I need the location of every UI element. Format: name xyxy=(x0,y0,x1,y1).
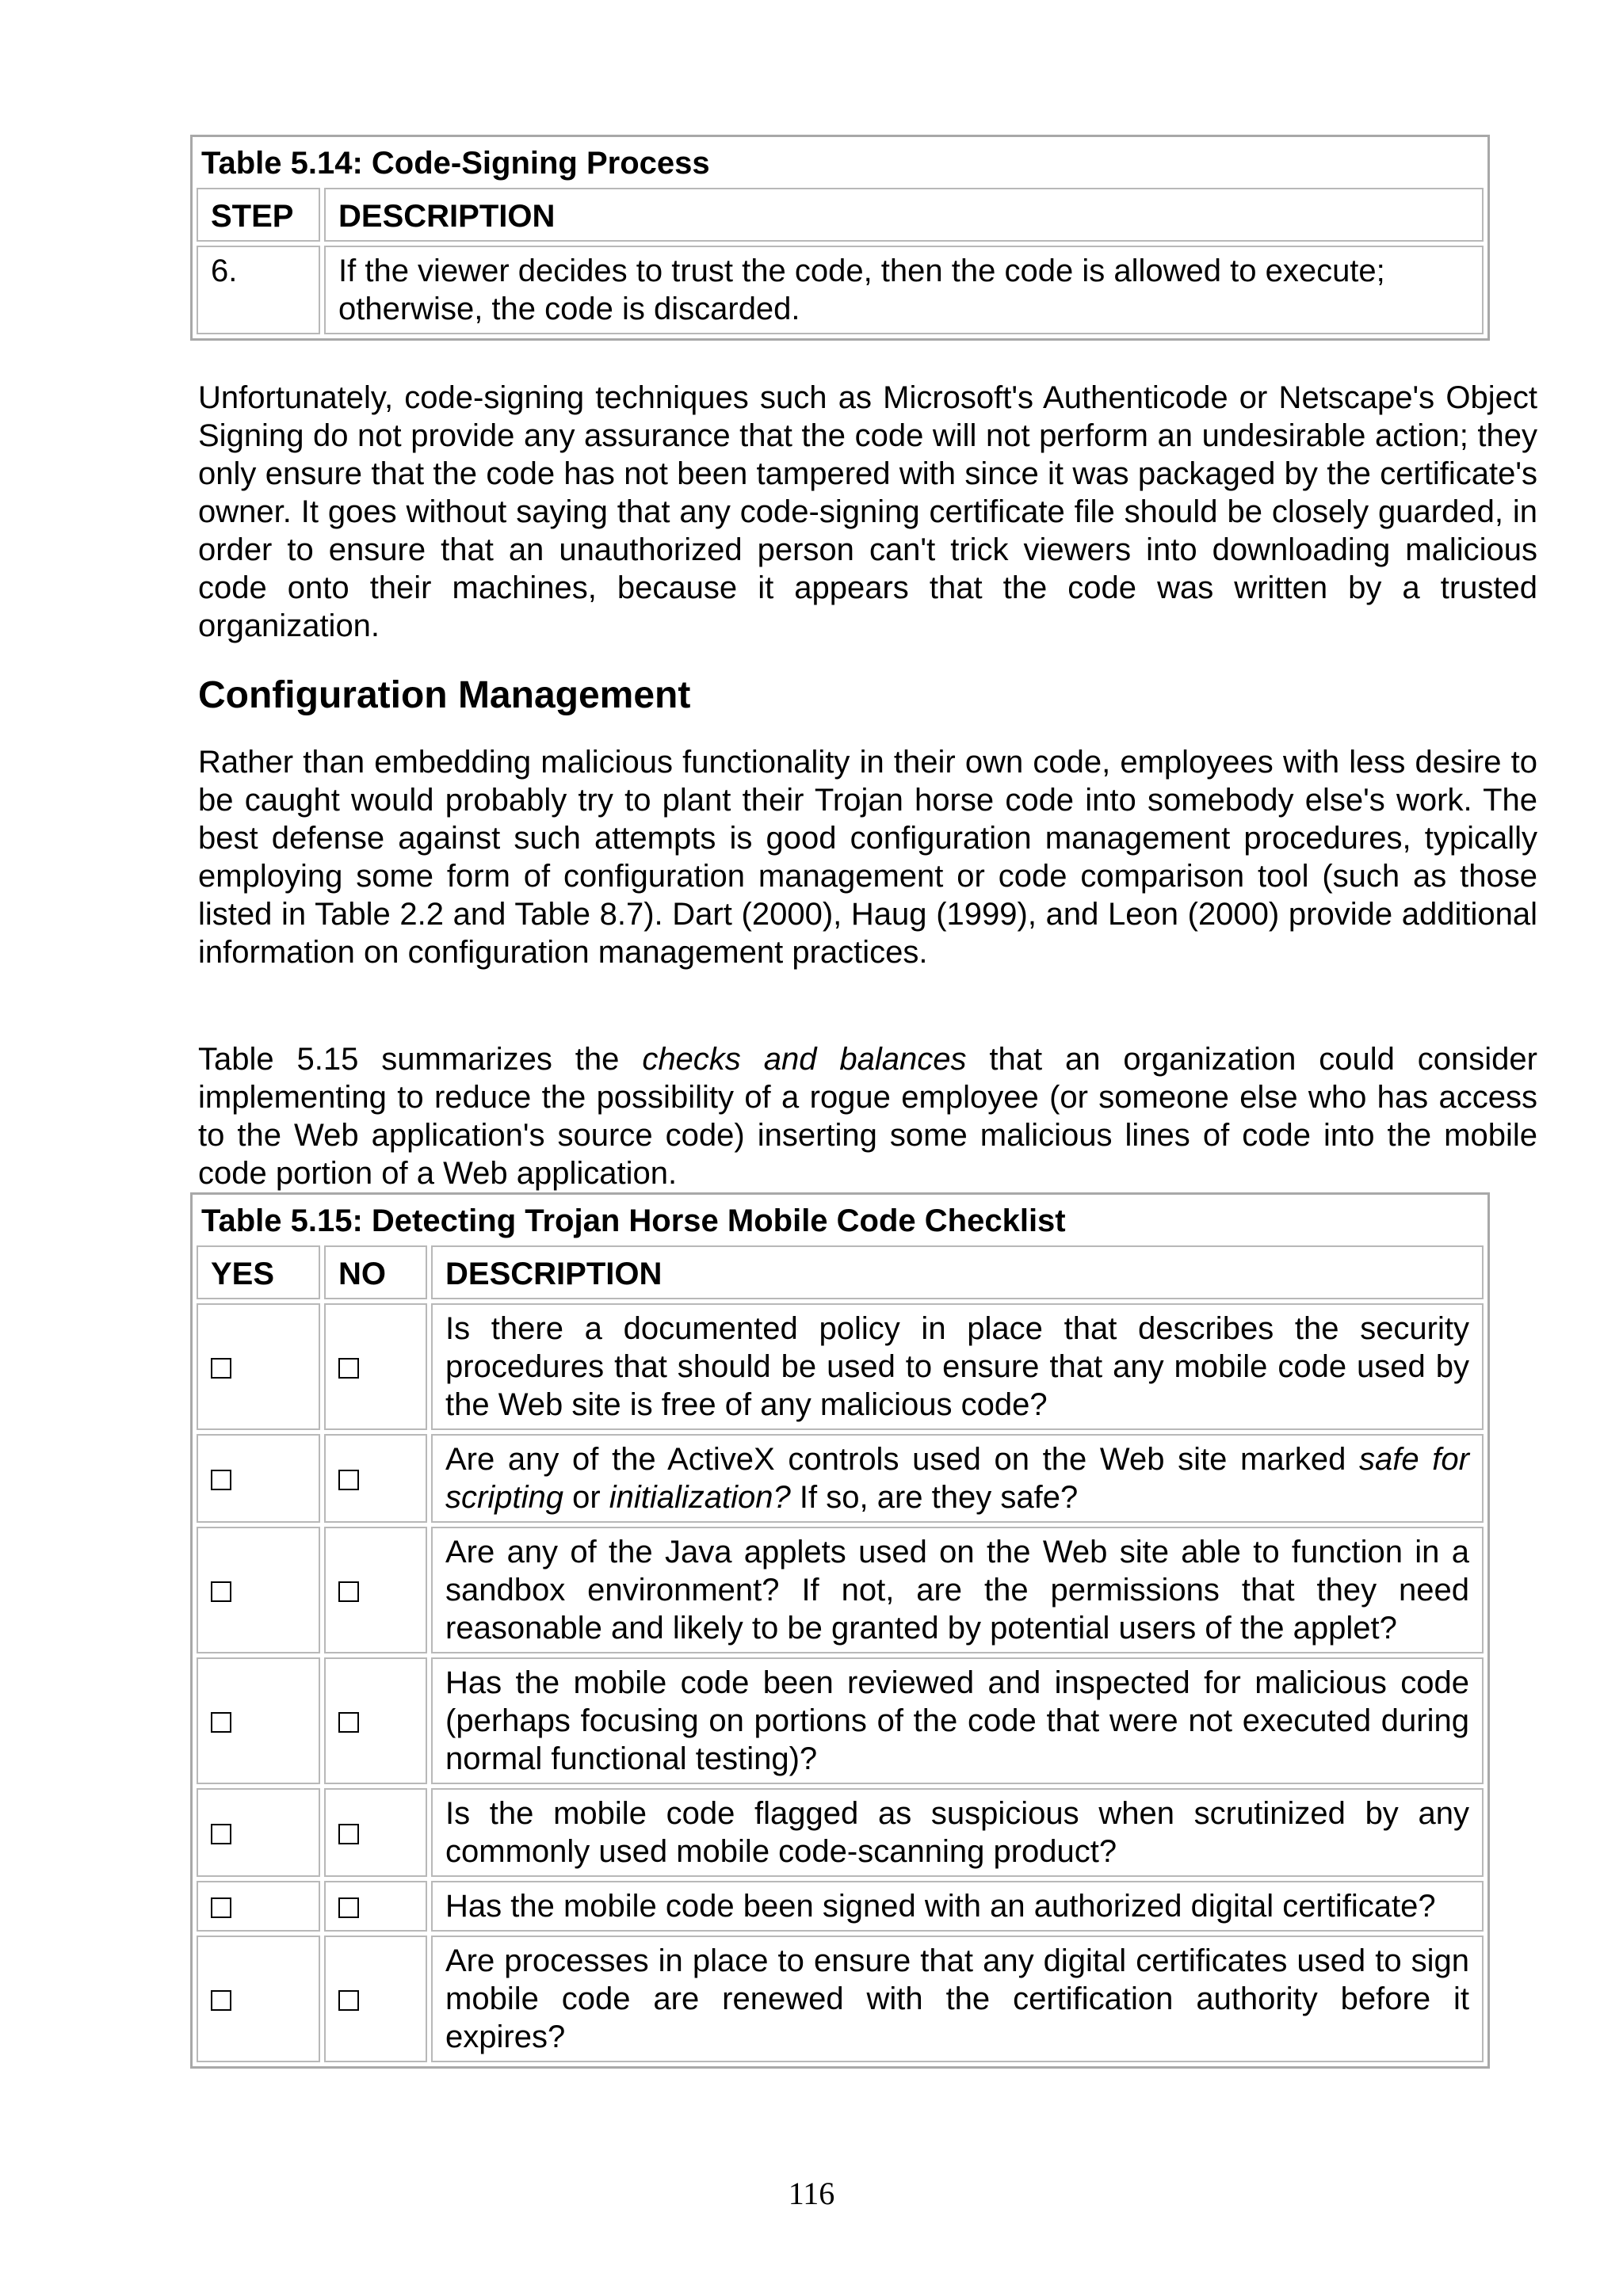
table-row xyxy=(197,1434,1484,1523)
table-row xyxy=(197,1657,1484,1784)
description-cell: Is the mobile code flagged as suspicious when scrutinized by any commonly used mobile code-scanning product? xyxy=(431,1788,1484,1877)
table-caption: Table 5.14: Code-Signing Process xyxy=(201,146,710,181)
description-cell: Has the mobile code been signed with an authorized digital certificate? xyxy=(431,1881,1484,1932)
column-header-no: NO xyxy=(324,1245,427,1299)
table-row xyxy=(197,1527,1484,1653)
yes-checkbox[interactable] xyxy=(197,1527,320,1653)
yes-checkbox[interactable] xyxy=(197,1788,320,1877)
column-header-description: DESCRIPTION xyxy=(324,188,1484,242)
yes-checkbox[interactable] xyxy=(197,1936,320,2062)
table-row xyxy=(197,1936,1484,2062)
description-cell: If the viewer decides to trust the code, then the code is allowed to execute; otherwise, the code is discarded. xyxy=(324,246,1484,334)
table-row xyxy=(197,1881,1484,1932)
yes-checkbox[interactable] xyxy=(197,1303,320,1430)
description-cell: Are processes in place to ensure that any digital certificates used to sign mobile code are renewed with the certification authority before it expires? xyxy=(431,1936,1484,2062)
yes-checkbox[interactable] xyxy=(197,1434,320,1523)
table-caption: Table 5.15: Detecting Trojan Horse Mobile Code Checklist xyxy=(201,1203,1066,1238)
paragraph-configuration-management: Rather than embedding malicious functionality in their own code, employees with less desire to be caught would probably try to plant their Trojan horse code into somebody else's work. The best defense against such attempts is good configuration management procedures, typically employing some form of configuration management or code comparison tool (such as those listed in Table 2.2 and Table 8.7). Dart (2000), Haug (1999), and Leon (2000) provide additional information on configuration management practices. xyxy=(198,745,1537,970)
no-checkbox[interactable] xyxy=(324,1434,427,1523)
column-header-yes: YES xyxy=(197,1245,320,1299)
page-number: 116 xyxy=(788,2176,835,2211)
column-header-step: STEP xyxy=(197,188,320,242)
description-cell: Has the mobile code been reviewed and inspected for malicious code (perhaps focusing on portions of the code that were not executed during normal functional testing)? xyxy=(431,1657,1484,1784)
yes-checkbox[interactable] xyxy=(197,1881,320,1932)
description-cell: Is there a documented policy in place that describes the security procedures that should be used to ensure that any mobile code used by the Web site is free of any malicious code? xyxy=(431,1303,1484,1430)
column-header-description: DESCRIPTION xyxy=(431,1245,1484,1299)
paragraph-code-signing: Unfortunately, code-signing techniques such as Microsoft's Authenticode or Netscape's Object Signing do not provide any assurance that the code will not perform an undesirable action; they only ensure that the code has not been tampered with since it was packaged by the certificate's owner. It goes without saying that any code-signing certificate file should be closely guarded, in order to ensure that an unauthorized person can't trick viewers into downloading malicious code onto their machines, because it appears that the code was written by a trusted organization. xyxy=(198,380,1537,643)
no-checkbox[interactable] xyxy=(324,1657,427,1784)
description-cell: Are any of the ActiveX controls used on the Web site marked safe for scripting or initialization? If so, are they safe? xyxy=(431,1434,1484,1523)
no-checkbox[interactable] xyxy=(324,1936,427,2062)
paragraph-checks-and-balances: Table 5.15 summarizes the checks and balances that an organization could consider implementing to reduce the possibility of a rogue employee (or someone else who has access to the Web application's source code) inserting some malicious lines of code into the mobile code portion of a Web application. xyxy=(198,1042,1537,1191)
table-row xyxy=(197,246,1484,334)
section-heading: Configuration Management xyxy=(198,674,691,716)
step-cell: 6. xyxy=(197,246,320,334)
table-row xyxy=(197,1788,1484,1877)
table-row xyxy=(197,1303,1484,1430)
description-cell: Are any of the Java applets used on the Web site able to function in a sandbox environment? If not, are the permissions that they need reasonable and likely to be granted by potential users of the applet? xyxy=(431,1527,1484,1653)
no-checkbox[interactable] xyxy=(324,1527,427,1653)
emphasis-text: checks and balances xyxy=(642,1042,967,1077)
trojan-horse-checklist-table xyxy=(190,1192,1490,2069)
yes-checkbox[interactable] xyxy=(197,1657,320,1784)
code-signing-process-table xyxy=(190,135,1490,341)
no-checkbox[interactable] xyxy=(324,1881,427,1932)
no-checkbox[interactable] xyxy=(324,1303,427,1430)
no-checkbox[interactable] xyxy=(324,1788,427,1877)
